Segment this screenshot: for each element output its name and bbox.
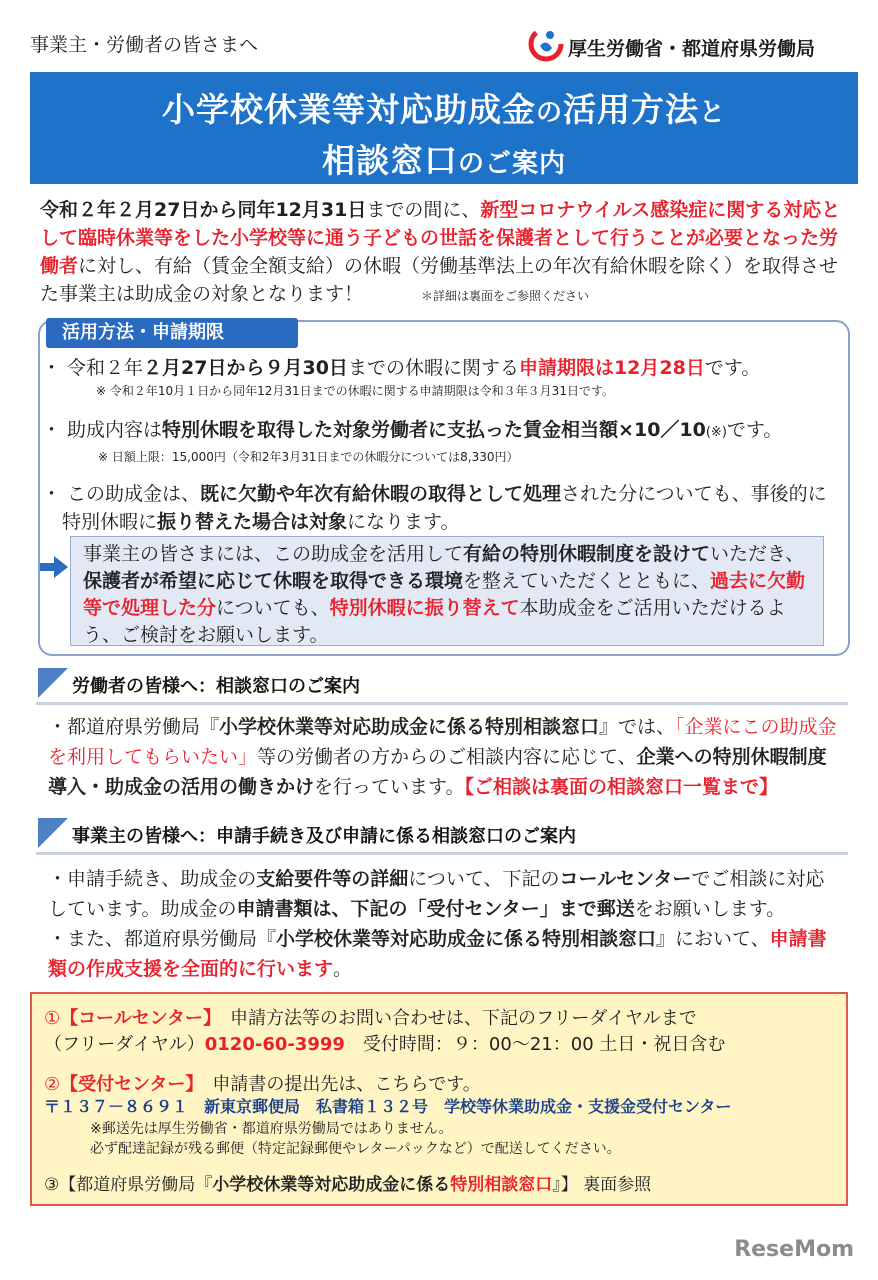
intro-target-workers: 新型コロナウイルス感染症に関する対応として臨時休業等をした小学校等に通う子どもの世話を保護者として行うことが必要となった労働者 [40, 199, 841, 277]
usage-bullet-2-note: ※ 日額上限：15,000円（令和2年3月31日までの休暇分については8,330円） [98, 450, 519, 464]
workers-section-heading [36, 668, 848, 705]
bullet-period: ２月27日から９月30日 [143, 357, 348, 379]
box-emphasis: 保護者が希望に応じて休暇を取得できる環境 [83, 570, 464, 592]
employers-line-2 [48, 924, 840, 984]
business-hours: 受付時間：９：00～21：00 土日・祝日含む [344, 1034, 726, 1055]
title-line-2 [30, 135, 858, 182]
contact-text: 申請方法等のお問い合わせは、下記のフリーダイヤルまで [212, 1008, 697, 1029]
contact-highlight: 特別相談窓口 [450, 1175, 553, 1195]
para-highlight: 「企業にこの助成金を利用してもらいたい」 [48, 716, 837, 768]
mailing-note-2: 必ず配達記録が残る郵便（特定記録郵便やレターパックなど）で配送してください。 [90, 1141, 621, 1157]
bullet-text: になります。 [347, 511, 460, 533]
para-text: ・申請手続き、助成金の [48, 868, 257, 890]
title-text: と [699, 98, 727, 128]
intro-paragraph [40, 196, 850, 310]
resemom-watermark: ReseMom [734, 1237, 854, 1262]
box-highlight: 過去に欠勤等で処理した分 [83, 570, 806, 619]
bullet-text: ・ この助成金は、 [42, 483, 201, 505]
para-emphasis: コールセンター [559, 868, 692, 890]
para-text: を行っています。 [314, 776, 465, 798]
para-emphasis: 企業への特別休暇制度導入・助成金の活用の働きかけ [48, 746, 827, 798]
usage-bullet-1-note: ※ 令和２年10月１日から同年12月31日までの休暇に関する申請期限は令和３年３月31日です。 [96, 384, 614, 398]
section-marker-icon [38, 818, 68, 848]
title-text: 相談窓口 [321, 141, 458, 180]
employers-line-1 [48, 864, 840, 924]
bullet-text: までの休暇に関する [347, 357, 519, 379]
intro-text: までの間に、 [366, 199, 481, 221]
contact-text: ③【都道府県労働局『 [44, 1175, 213, 1195]
para-text: でご相談に対応しています。助成金の [48, 868, 825, 920]
section-title: 事業主の皆様へ：申請手続き及び申請に係る相談窓口のご案内 [72, 826, 576, 847]
consultation-window-line [44, 1170, 651, 1195]
section-marker-icon [38, 668, 68, 698]
para-text: 』において、 [656, 928, 770, 950]
mailing-note-1: ※郵送先は厚生労働省・都道府県労働局ではありません。 [90, 1121, 453, 1137]
subsidy-content: 特別休暇を取得した対象労働者に支払った賃金相当額×10／10 [162, 419, 706, 441]
reception-center-label: 【受付センター】 [60, 1074, 195, 1095]
ministry-name: 厚生労働省・都道府県労働局 [568, 38, 816, 60]
bullet-text: 特別休暇に [62, 511, 158, 533]
mailing-address: 〒１３７－８６９１ 新東京郵便局 私書箱１３２号 学校等休業助成金・支援金受付センター [44, 1097, 732, 1116]
section-title: 労働者の皆様へ：相談窓口のご案内 [72, 676, 360, 697]
application-deadline: 申請期限は12月28日 [518, 357, 705, 379]
para-highlight: 【ご相談は裏面の相談窓口一覧まで】 [464, 776, 779, 798]
item-number: ② [44, 1074, 61, 1095]
title-banner [30, 72, 858, 184]
title-text: 活用方法 [563, 90, 699, 129]
bullet-emphasis: 振り替えた場合は対象 [157, 511, 348, 533]
title-line-1 [30, 84, 858, 131]
para-text: 等の労働者の方からのご相談内容に応じて、 [257, 746, 637, 768]
addressee-text: 事業主・労働者の皆さまへ [30, 34, 259, 56]
contact-text: 申請書の提出先は、こちらです。 [194, 1074, 481, 1095]
call-center-label: 【コールセンター】 [60, 1008, 213, 1029]
intro-text: に対し、有給（賃金全額支給）の休暇（労働基準法上の年次有給休暇を除く）を取得させた事業主は助成金の対象となります！ [40, 255, 839, 305]
usage-bullet-1 [42, 354, 842, 382]
reception-center-line [44, 1070, 481, 1096]
box-text: 本助成金をご活用いただけるよう、ご検討をお願いします。 [83, 597, 786, 646]
arrow-right-icon [40, 556, 68, 578]
para-text: 。 [333, 958, 353, 980]
contact-text: （フリーダイヤル） [44, 1034, 205, 1055]
para-text: について、下記の [408, 868, 560, 890]
box-text: を整えていただくとともに、 [463, 570, 711, 592]
box-text: いただき、 [710, 543, 805, 565]
phone-number: 0120-60-3999 [204, 1034, 345, 1055]
item-number: ① [44, 1008, 61, 1029]
bullet-text: ・ 助成内容は [42, 419, 163, 441]
employer-recommendation-box [70, 536, 824, 646]
para-text: ・都道府県労働局『 [48, 716, 220, 738]
para-emphasis: 支給要件等の詳細 [256, 868, 409, 890]
contact-text: 』】 裏面参照 [552, 1175, 652, 1195]
para-text: 』では、 [599, 716, 676, 738]
title-text: のご案内 [457, 149, 566, 179]
bullet-text: ・ 令和２年 [42, 357, 144, 379]
ministry-emblem-icon [528, 26, 564, 62]
para-emphasis: 申請書類は、下記の「受付センター」まで郵送 [236, 898, 635, 920]
box-text: 事業主の皆さまには、この助成金を活用して [83, 543, 464, 565]
intro-date-range: 令和２年２月27日から同年12月31日 [40, 199, 367, 221]
title-text: 小学校休業等対応助成金 [161, 90, 536, 129]
contact-emphasis: 小学校休業等対応助成金に係る [212, 1175, 451, 1195]
ministry-logo [528, 26, 858, 66]
para-text: ・また、都道府県労働局『 [48, 928, 277, 950]
usage-section-tag: 活用方法・申請期限 [46, 318, 298, 348]
bullet-text: です。 [704, 357, 761, 379]
contact-info-box [30, 992, 848, 1206]
employers-section-heading [36, 818, 848, 855]
usage-bullet-2 [42, 416, 848, 447]
para-highlight: 申請書類の作成支援を全面的に行います [48, 928, 827, 980]
para-emphasis: 小学校休業等対応助成金に係る特別相談窓口 [276, 928, 657, 950]
title-text: の [535, 98, 563, 128]
para-emphasis: 小学校休業等対応助成金に係る特別相談窓口 [219, 716, 600, 738]
box-text: についても、 [216, 597, 330, 619]
usage-bullet-3 [42, 480, 832, 536]
workers-paragraph [48, 712, 840, 802]
intro-note: ＊詳細は裏面をご参照ください [421, 289, 590, 303]
para-text: をお願いします。 [634, 898, 786, 920]
bullet-text: された分についても、事後的に [561, 483, 827, 505]
footnote-mark: (※) [705, 425, 727, 440]
bullet-emphasis: 既に欠勤や年次有給休暇の取得として処理 [200, 483, 562, 505]
box-highlight: 特別休暇に振り替えて [329, 597, 520, 619]
call-center-phone-line [44, 1030, 725, 1056]
box-emphasis: 有給の特別休暇制度を設けて [463, 543, 711, 565]
bullet-text: です。 [726, 419, 783, 441]
call-center-line [44, 1004, 697, 1030]
